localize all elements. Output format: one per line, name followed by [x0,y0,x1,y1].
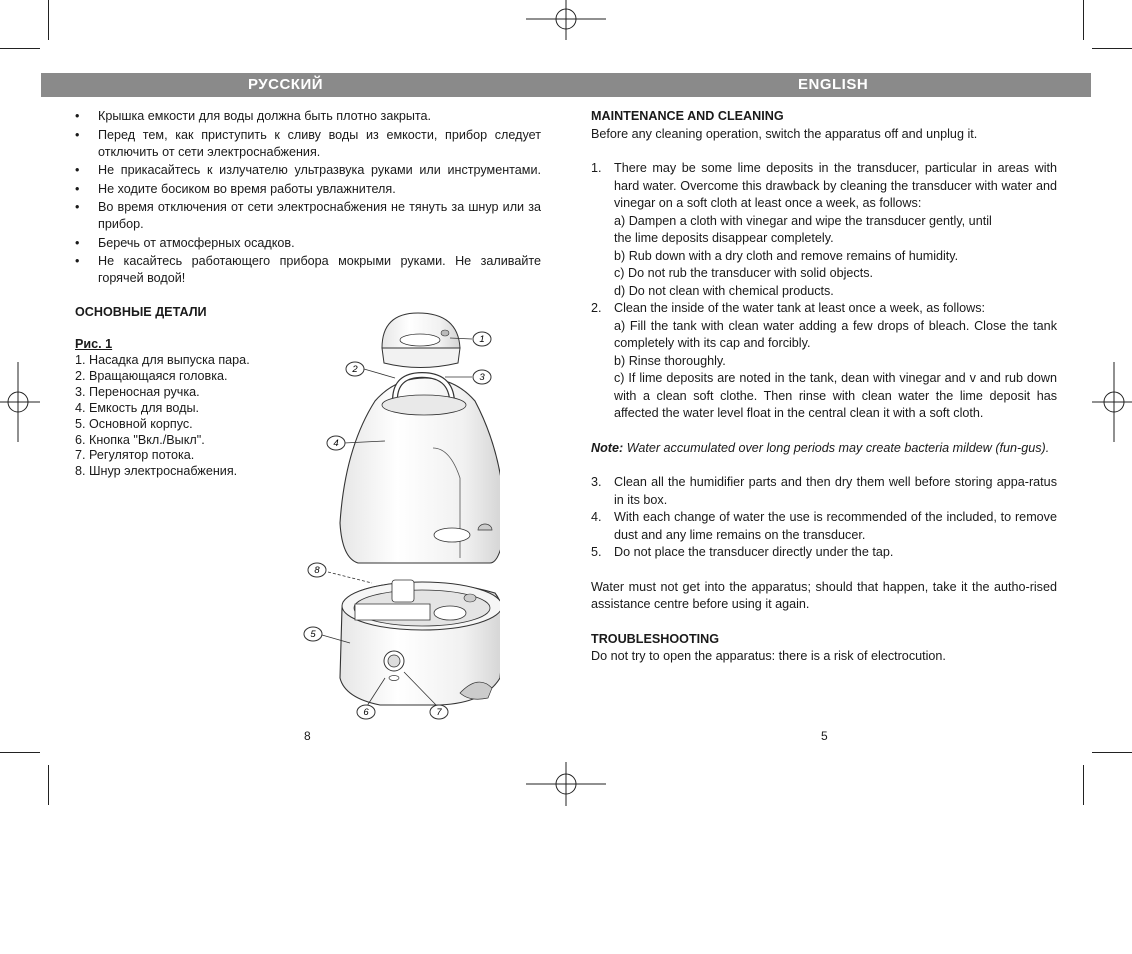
page-number-left: 8 [304,729,311,743]
list-item: 5. Основной корпус. [75,416,193,431]
english-header-title: ENGLISH [798,76,869,93]
list-item: 8. Шнур электроснабжения. [75,464,238,479]
list-item: 1. Насадка для выпуска пара. [75,353,250,367]
sub-item: c) If lime deposits are noted in the tank, dean with vinegar and v and rub down with a clean soft clothe. Then rinse with clean water the lime deposit has affected the water level float in the central clean it with a soft cloth. [614,371,1057,420]
svg-text:2: 2 [352,364,358,375]
registration-mark [526,0,606,40]
list-item: • Во время отключения от сети электроснабжения не тянуть за шнур или за прибор. [75,199,541,233]
sub-item: the lime deposits disappear completely. [614,231,834,245]
english-column [591,108,1057,666]
list-item: 6. Кнопка "Вкл./Выкл". [75,432,205,447]
header-bar [41,73,1091,97]
list-item [591,160,1057,213]
crop-mark [1083,765,1084,805]
sub-item: a) Fill the tank with clean water adding a few drops of bleach. Close the tank completely with its cap and forcibly. [614,318,1057,350]
sub-item: b) Rinse thoroughly. [614,353,726,368]
list-item [591,474,1057,509]
item-text: With each change of water the use is recommended of the included, to remove dust and any lime remains on the transducer. [614,510,1057,542]
callout-3 [473,370,491,384]
callout-5 [304,627,322,641]
troubleshooting-heading: TROUBLESHOOTING [591,631,720,646]
callout-8 [308,563,326,577]
water-warning: Water must not get into the apparatus; should that happen, take it the autho-rised assistance centre before using it again. [591,579,1057,611]
item-number: 1. [591,161,602,175]
list-item: 2. Вращающаяся головка. [75,368,228,383]
main-body-part [340,580,500,705]
list-item: • Не касайтесь работающего прибора мокрыми руками. Не заливайте горячей водой! [75,253,541,287]
list-item: 3. Переносная ручка. [75,384,200,399]
item-number: 2. [591,301,602,315]
list-item [591,544,1057,562]
maintenance-intro: Before any cleaning operation, switch the apparatus off and unplug it. [591,126,978,141]
list-item: • Крышка емкости для воды должна быть плотно закрыта. [75,108,541,125]
sub-item: c) Do not rub the transducer with solid objects. [614,266,873,280]
list-item: • Не прикасайтесь к излучателю ультразвука руками или инструментами. [75,162,541,179]
russian-header-title: РУССКИЙ [248,76,324,93]
svg-text:4: 4 [333,438,339,449]
list-item [591,300,1057,318]
svg-text:8: 8 [314,565,320,576]
callout-7 [430,705,448,719]
item-number: 3. [591,475,602,489]
callout-1 [473,332,491,346]
safety-bullet-list [75,108,541,287]
note-text: Water accumulated over long periods may create bacteria mildew (fun-gus). [626,440,1050,455]
item-number: 5. [591,545,602,559]
figure-label: Рис. 1 [75,337,113,351]
crop-mark [48,765,49,805]
list-item: • Не ходите босиком во время работы увлажнителя. [75,181,541,198]
svg-text:1: 1 [479,334,485,345]
list-item: • Беречь от атмосферных осадков. [75,235,541,252]
humidifier-diagram [300,308,500,723]
maintenance-heading: MAINTENANCE AND CLEANING [591,109,784,123]
list-item: 7. Регулятор потока. [75,448,195,463]
registration-mark [0,362,40,442]
item-text: Clean the inside of the water tank at least once a week, as follows: [614,301,986,315]
list-item: 4. Емкость для воды. [75,400,200,415]
svg-text:7: 7 [436,707,442,718]
callout-4 [327,436,345,450]
page-number-right: 5 [821,729,828,743]
registration-mark [526,762,606,806]
list-item [591,509,1057,544]
item-text: Do not place the transducer directly under the tap. [614,545,894,559]
item-number: 4. [591,510,602,524]
crop-mark [0,752,40,753]
troubleshooting-text: Do not try to open the apparatus: there is a risk of electrocution. [591,649,946,663]
registration-mark [1092,362,1132,442]
svg-text:5: 5 [310,629,316,640]
list-item: • Перед тем, как приступить к сливу воды из емкости, прибор следует отключить от сети электроснабжения. [75,127,541,161]
crop-mark [1083,0,1084,40]
sub-item: a) Dampen a cloth with vinegar and wipe the transducer gently, until [614,213,992,228]
item-text: Clean all the humidifier parts and then dry them well before storing appa-ratus in its box. [614,475,1057,507]
crop-mark [48,0,49,40]
crop-mark [0,48,40,49]
svg-text:6: 6 [363,707,369,718]
note-paragraph [591,440,1057,458]
note-label: Note: [591,440,624,455]
crop-mark [1092,752,1132,753]
callout-6 [357,705,375,719]
svg-text:3: 3 [479,372,485,383]
item-text: There may be some lime deposits in the transducer, particular in areas with hard water. Overcome this drawback by cleaning the transducer with water and vinegar on a soft cloth at least once a week, as follows: [614,161,1057,210]
sub-item: b) Rub down with a dry cloth and remove remains of humidity. [614,248,959,263]
water-tank-part [340,375,500,563]
sub-item: d) Do not clean with chemical products. [614,283,834,298]
parts-heading: ОСНОВНЫЕ ДЕТАЛИ [75,305,207,319]
crop-mark [1092,48,1132,49]
callout-2 [346,362,364,376]
steam-nozzle-part [382,313,460,368]
